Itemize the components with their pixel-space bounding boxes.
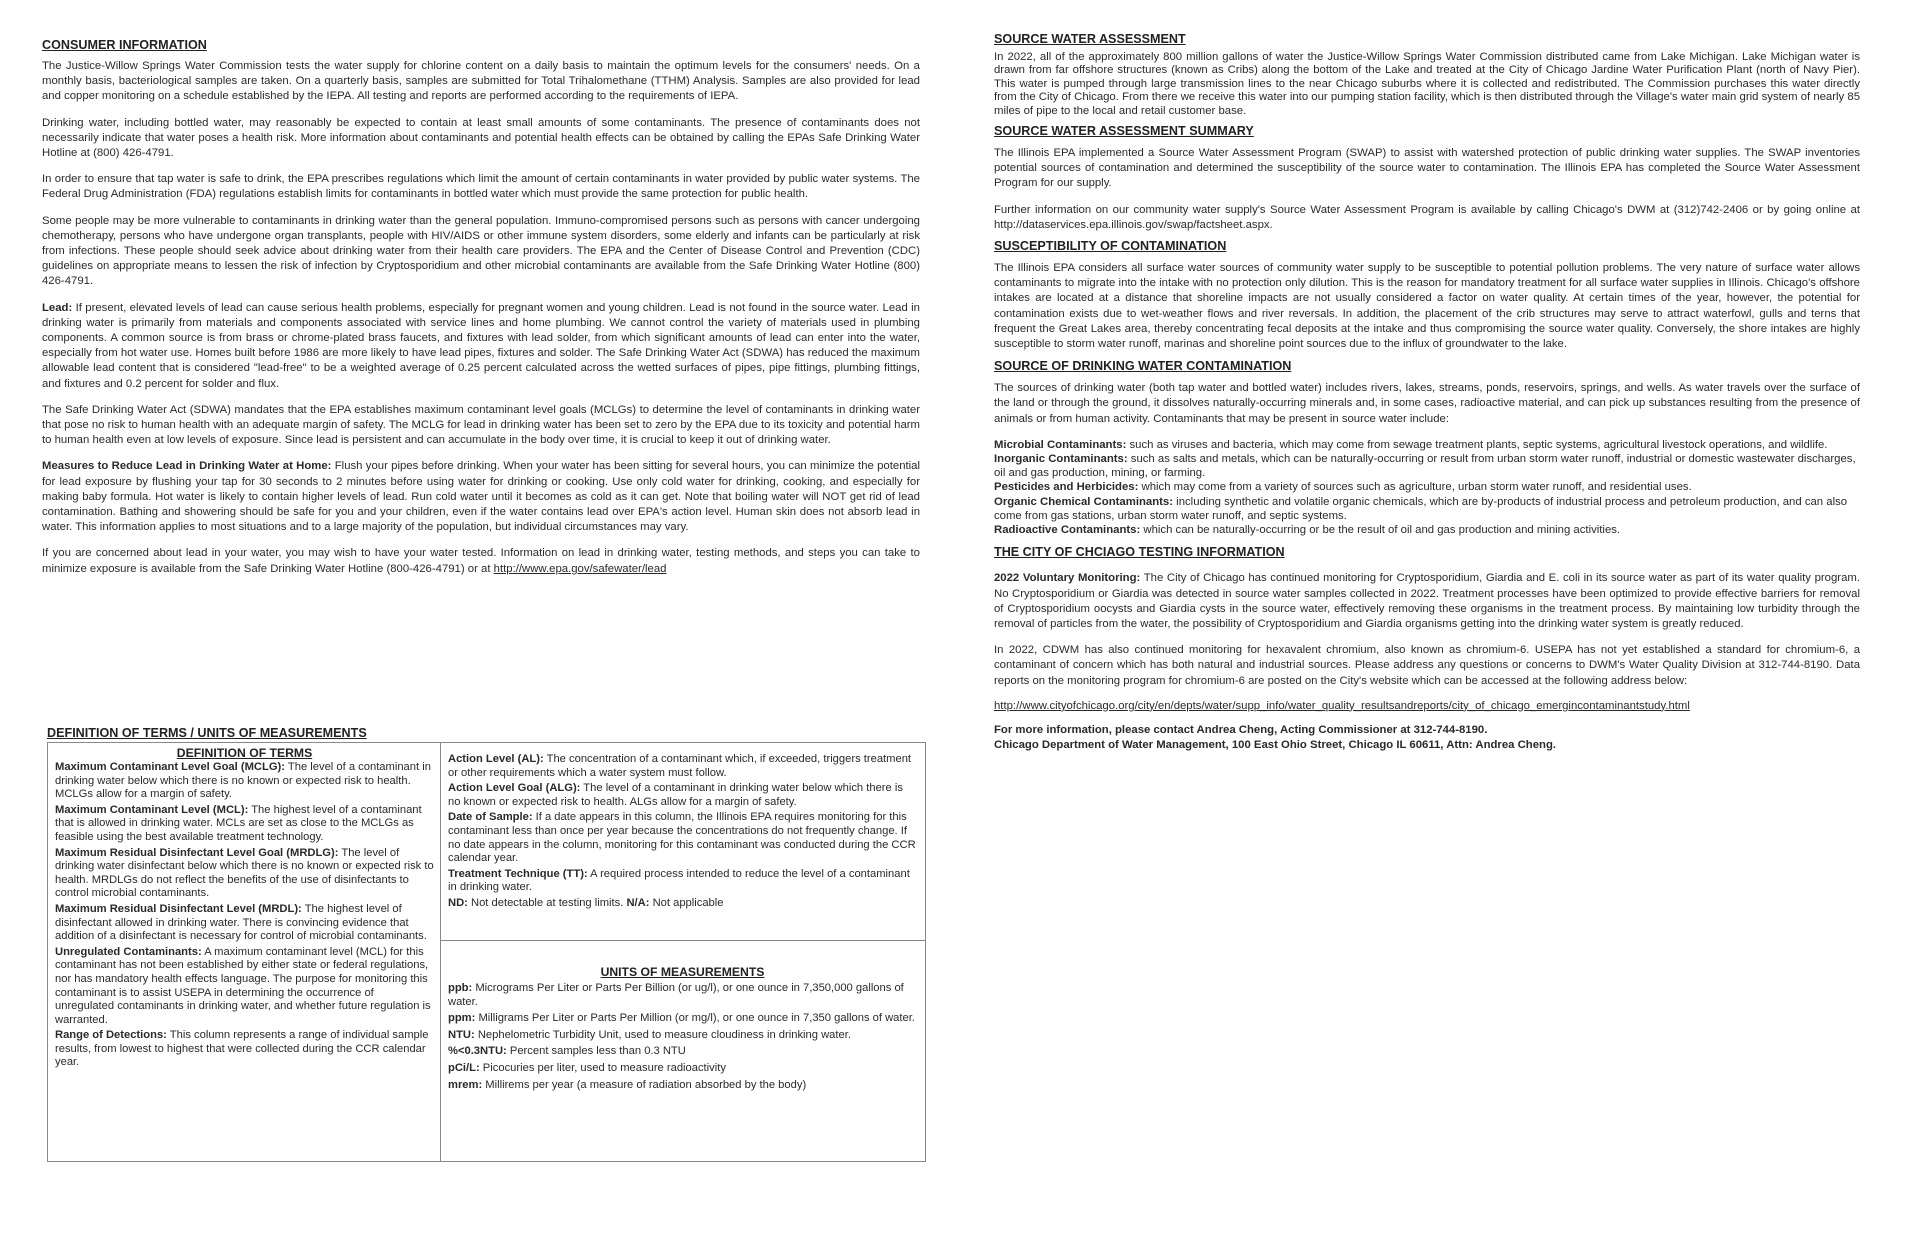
units-heading: UNITS OF MEASUREMENTS <box>600 965 765 979</box>
lead-label: Lead: <box>42 301 73 314</box>
paragraph-chromium: In 2022, CDWM has also continued monitoring for hexavalent chromium, also known as chromium-6. USEPA has not yet established a standard for chromium-6, a contaminant of concern which has both natural and industrial sources. Please address any questions or concerns to DWM's Water Quality Division at 312-744-8190. Data reports on the monitoring program for chromium-6 are posted on the City's website which can be accessed at the following address below: <box>994 644 1860 687</box>
term-definition: Maximum Residual Disinfectant Level Goal (MRDLG): The level of drinking water disinfectant below which there is no known or expected risk to health. MRDLGs do not reflect the benefits of the use of disinfectants to control microbial contaminants. <box>55 846 434 900</box>
unit-definition: ppm: Milligrams Per Liter or Parts Per Million (or mg/l), or one ounce in 7,350 gallons of water. <box>448 1012 915 1025</box>
source-water-heading: SOURCE WATER ASSESSMENT <box>994 32 1186 46</box>
unit-definition: NTU: Nephelometric Turbidity Unit, used to measure cloudiness in drinking water. <box>448 1028 851 1041</box>
term-definition: Action Level (AL): The concentration of a contaminant which, if exceeded, triggers treatment or other requirements which a water system must follow. <box>448 753 912 779</box>
paragraph-regulations: In order to ensure that tap water is safe to drink, the EPA prescribes regulations which limit the amount of certain contaminants in water provided by public water systems. The Federal Drug Administration (FDA) regulations establish limits for contaminants in bottled water which must provide the same protection for public health. <box>42 173 920 201</box>
definitions-heading: DEFINITION OF TERMS / UNITS OF MEASUREMENTS <box>47 726 367 740</box>
summary-heading: SOURCE WATER ASSESSMENT SUMMARY <box>994 124 1254 139</box>
term-definition: Date of Sample: If a date appears in this column, the Illinois EPA requires monitoring for this contaminant less than once per year because the concentrations do not frequently change. If no date appears in the column, monitoring for this contaminant was conducted during the CCR calendar year. <box>448 811 916 865</box>
terms-left-column <box>48 743 441 1161</box>
terms-right-column <box>441 743 925 1161</box>
unit-definition: %<0.3NTU: Percent samples less than 0.3 NTU <box>448 1045 686 1058</box>
measures-label: Measures to Reduce Lead in Drinking Water at Home: <box>42 460 332 473</box>
paragraph-concerned <box>42 546 920 576</box>
term-definition: Maximum Residual Disinfectant Level (MRDL): The highest level of disinfectant allowed in drinking water. There is convincing evidence that addition of a disinfectant is necessary for control of microbial contaminants. <box>55 902 427 943</box>
susceptibility-heading: SUSCEPTIBILITY OF CONTAMINATION <box>994 239 1227 254</box>
paragraph-contaminants: Drinking water, including bottled water, may reasonably be expected to contain at least small amounts of some contaminants. The presence of contaminants does not necessarily indicate that water poses a health risk. More information about contaminants and potential health effects can be obtained by calling the EPAs Safe Drinking Water Hotline at (800) 426-4791. <box>42 116 920 160</box>
term-definition: Maximum Contaminant Level (MCL): The highest level of a contaminant that is allowed in drinking water. MCLs are set as close to the MCLGs as feasible using the best available treatment technology. <box>55 803 422 843</box>
chromium-link[interactable]: http://www.cityofchicago.org/city/en/depts/water/supp_info/water_quality_resultsandreports/city_of_chicago_emergincontaminantstudy.html <box>994 699 1690 712</box>
contact-line-2: Chicago Department of Water Management, 100 East Ohio Street, Chicago IL 60611, Attn: Andrea Cheng. <box>994 739 1557 752</box>
sources-heading: SOURCE OF DRINKING WATER CONTAMINATION <box>994 359 1292 374</box>
definition-of-terms-heading: DEFINITION OF TERMS <box>176 746 313 760</box>
paragraph-measures <box>42 459 920 535</box>
right-column <box>994 32 1860 753</box>
paragraph-susceptibility: The Illinois EPA considers all surface water sources of community water supply to be susceptible to potential pollution problems. The very nature of surface water allows contaminants to migrate into the intake with no protection only dilution. This is the reason for mandatory treatment for all surface water supplies in Illinois. Chicago's offshore intakes are located at a distance that shoreline impacts are not usually considered a factor on water quality. At certain times of the year, however, the potential for contamination exists due to wet-weather flows and river reversals. In addition, the placement of the crib structures may serve to attract waterfowl, gulls and terns that frequent the Great Lakes area, thereby concentrating fecal deposits at the intake and thus compromising the source water quality. Conversely, the shore intakes are highly susceptible to storm water runoff, marinas and shoreline point sources due to the influx of groundwater to the lake. <box>994 262 1860 351</box>
right-terms-list <box>448 753 917 895</box>
voluntary-label: 2022 Voluntary Monitoring: <box>994 572 1141 585</box>
contaminant-item: Microbial Contaminants: such as viruses and bacteria, which may come from sewage treatment plants, septic systems, agricultural livestock operations, and wildlife. <box>994 438 1828 451</box>
concerned-text: If you are concerned about lead in your water, you may wish to have your water tested. Information on lead in drinking water, testing methods, and steps you can take to minimize exposure is available from the Safe Drinking Water Hotline (800-426-4791) or at <box>42 547 920 575</box>
paragraph-swap: The Illinois EPA implemented a Source Water Assessment Program (SWAP) to assist with watershed protection of public drinking water supplies. The SWAP inventories potential sources of contamination and determined the susceptibility of the source water to contamination. The Illinois EPA has completed the Source Water Assessment Program for our supply. <box>994 147 1860 190</box>
paragraph-vulnerable: Some people may be more vulnerable to contaminants in drinking water than the general population. Immuno-compromised persons such as persons with cancer undergoing chemotherapy, persons who have undergone organ transplants, people with HIV/AIDS or other immune system disorders, some elderly and infants can be particularly at risk from infections. These people should seek advice about drinking water from their health care providers. The EPA and the Center of Disease Control and Prevention (CDC) guidelines on appropriate means to lessen the risk of infection by Cryptosporidium and other microbial contaminants are available from the Safe Drinking Water Hotline (800) 426-4791. <box>42 214 920 288</box>
paragraph-source: In 2022, all of the approximately 800 million gallons of water the Justice-Willow Springs Water Commission distributed came from Lake Michigan. Lake Michigan water is drawn from far offshore structures (known as Cribs) along the bottom of the Lake and treated at the City of Chicago Jardine Water Purification Plant (north of Navy Pier). This water is pumped through large transmission lines to the near Chicago suburbs where it is collected and redistributed. The Commission purchases this water directly from the City of Chicago. From there we receive this water into our pumping station facility, which is then distributed through the Village's water main grid system of nearly 85 miles of pipe to the local and retail customer base. <box>994 51 1860 117</box>
paragraph-further: Further information on our community water supply's Source Water Assessment Program is available by calling Chicago's DWM at (312)742-2406 or by going online at http://dataservices.epa.illinois.gov/swap/factsheet.aspx. <box>994 203 1860 231</box>
term-definition: Treatment Technique (TT): A required process intended to reduce the level of a contaminant in drinking water. <box>448 867 910 894</box>
voluntary-text: The City of Chicago has continued monitoring for Cryptosporidium, Giardia and E. coli in its source water as part of its water quality program. No Cryptosporidium or Giardia was detected in source water samples collected in 2022. Treatment processes have been optimized to provide effective barriers for removal of Cryptosporidium oocysts and Giardia cysts in the source water, effectively removing these organisms in the treatment process. By maintaining low turbidity through the removal of particles from the water, the possibility of Cryptosporidium and Giardia organisms getting into the drinking water system is greatly reduced. <box>994 572 1860 630</box>
terms-right-top <box>441 743 925 941</box>
units-section <box>441 941 925 1092</box>
measures-text: Flush your pipes before drinking. When your water has been sitting for several hours, you can minimize the potential for lead exposure by flushing your tap for 30 seconds to 2 minutes before using water for drinking or cooking. Use only cold water for drinking, cooking, and especially for making baby formula. Hot water is likely to contain higher levels of lead. Run cold water until it becomes as cold as it can get. Note that boiling water will NOT get rid of lead contamination. Bathing and showering should be safe for you and your children, even if the water contains lead over EPA's action level. Human skin does not absorb lead in water. This information applies to most situations and to a large majority of the population, but individual circumstances may vary. <box>42 460 921 534</box>
epa-lead-link[interactable]: http://www.epa.gov/safewater/lead <box>493 562 667 575</box>
city-testing-heading: THE CITY OF CHCIAGO TESTING INFORMATION <box>994 545 1285 560</box>
term-definition: Maximum Contaminant Level Goal (MCLG): The level of a contaminant in drinking water below which there is no known or expected risk to health. MCLGs allow for a margin of safety. <box>55 761 431 801</box>
terms-box <box>47 742 926 1162</box>
term-definition: Action Level Goal (ALG): The level of a contaminant in drinking water below which there is no known or expected risk to health. ALGs allow for a margin of safety. <box>448 782 903 808</box>
paragraph-sources: The sources of drinking water (both tap water and bottled water) includes rivers, lakes, streams, ponds, reservoirs, springs, and wells. As water travels over the surface of the land or through the ground, it dissolves naturally-occurring minerals and, in some cases, radioactive material, and can pick up substances resulting from the presence of animals or from human activity. Contaminants that may be present in source water include: <box>994 382 1860 425</box>
paragraph-sdwa: The Safe Drinking Water Act (SDWA) mandates that the EPA establishes maximum contaminant level goals (MCLGs) to determine the level of contaminants in drinking water that pose no risk to human health with an adequate margin of safety. The MCLG for lead in drinking water has been set to zero by the EPA due to its toxicity and potential harm to human health even at low levels of exposure. Since lead is persistent and can accumulate in the body over time, it is crucial to keep it out of drinking water. <box>42 403 920 447</box>
units-list <box>448 982 917 1092</box>
term-nd-na: ND: Not detectable at testing limits. N/A: Not applicable <box>448 896 724 909</box>
unit-definition: mrem: Millirems per year (a measure of radiation absorbed by the body) <box>448 1078 807 1091</box>
contaminant-item: Radioactive Contaminants: which can be naturally-occurring or be the result of oil and gas production and mining activities. <box>994 524 1621 537</box>
left-terms-list <box>55 761 434 1070</box>
contaminants-list <box>994 438 1860 537</box>
lead-text: If present, elevated levels of lead can cause serious health problems, especially for pregnant women and young children. Lead is not found in the source water. Lead in drinking water is primarily from materials and components associated with service lines and home plumbing. We cannot control the variety of materials used in plumbing components. A common source is from brass or chrome-plated brass faucets, and fixtures with lead solder, from which significant amounts of lead can enter into the water, especially from hot water use. Homes built before 1986 are more likely to have lead pipes, fixtures and solder. The Safe Drinking Water Act (SDWA) has reduced the maximum allowable lead content that is considered "lead-free" to be a weighted average of 0.25 percent calculated across the wetted surfaces of pipes, pipe fittings, plumbing fittings, and fixtures and 0.2 percent for solder and flux. <box>42 301 920 390</box>
unit-definition: ppb: Micrograms Per Liter or Parts Per Billion (or ug/l), or one ounce in 7,350,000 gallons of water. <box>448 982 904 1008</box>
left-column <box>42 38 920 577</box>
contaminant-item: Inorganic Contaminants: such as salts and metals, which can be naturally-occurring or result from urban storm water runoff, industrial or domestic wastewater discharges, oil and gas production, mining, or farming. <box>994 453 1856 480</box>
contact-line-1: For more information, please contact Andrea Cheng, Acting Commissioner at 312-744-8190. <box>994 723 1488 736</box>
contaminant-item: Organic Chemical Contaminants: including synthetic and volatile organic chemicals, which are by-products of industrial process and petroleum production, and can also come from gas stations, urban storm water runoff, and septic systems. <box>994 495 1848 522</box>
term-definition: Unregulated Contaminants: A maximum contaminant level (MCL) for this contaminant has not been established by either state or federal regulations, nor has mandatory health effects language. The purpose for monitoring this contaminant is to assist USEPA in determining the occurrence of unregulated contaminants in drinking water, and whether future regulation is warranted. <box>55 945 431 1026</box>
paragraph-voluntary <box>994 571 1860 632</box>
paragraph-lead <box>42 301 920 392</box>
paragraph-testing: The Justice-Willow Springs Water Commission tests the water supply for chlorine content on a daily basis to maintain the optimum levels for the consumers' needs. On a monthly basis, bacteriological samples are taken. On a quarterly basis, samples are submitted for Total Trihalomethane (TTHM) Analysis. Samples are also provided for lead and copper monitoring on a schedule established by the IEPA. All testing and reports are performed according to the requirements of IEPA. <box>42 60 920 103</box>
term-definition: Range of Detections: This column represents a range of individual sample results, from lowest to highest that were collected during the CCR calendar year. <box>55 1029 429 1069</box>
contaminant-item: Pesticides and Herbicides: which may come from a variety of sources such as agriculture, urban storm water runoff, and residential uses. <box>994 481 1692 494</box>
unit-definition: pCi/L: Picocuries per liter, used to measure radioactivity <box>448 1061 726 1074</box>
consumer-information-heading: CONSUMER INFORMATION <box>42 38 207 52</box>
